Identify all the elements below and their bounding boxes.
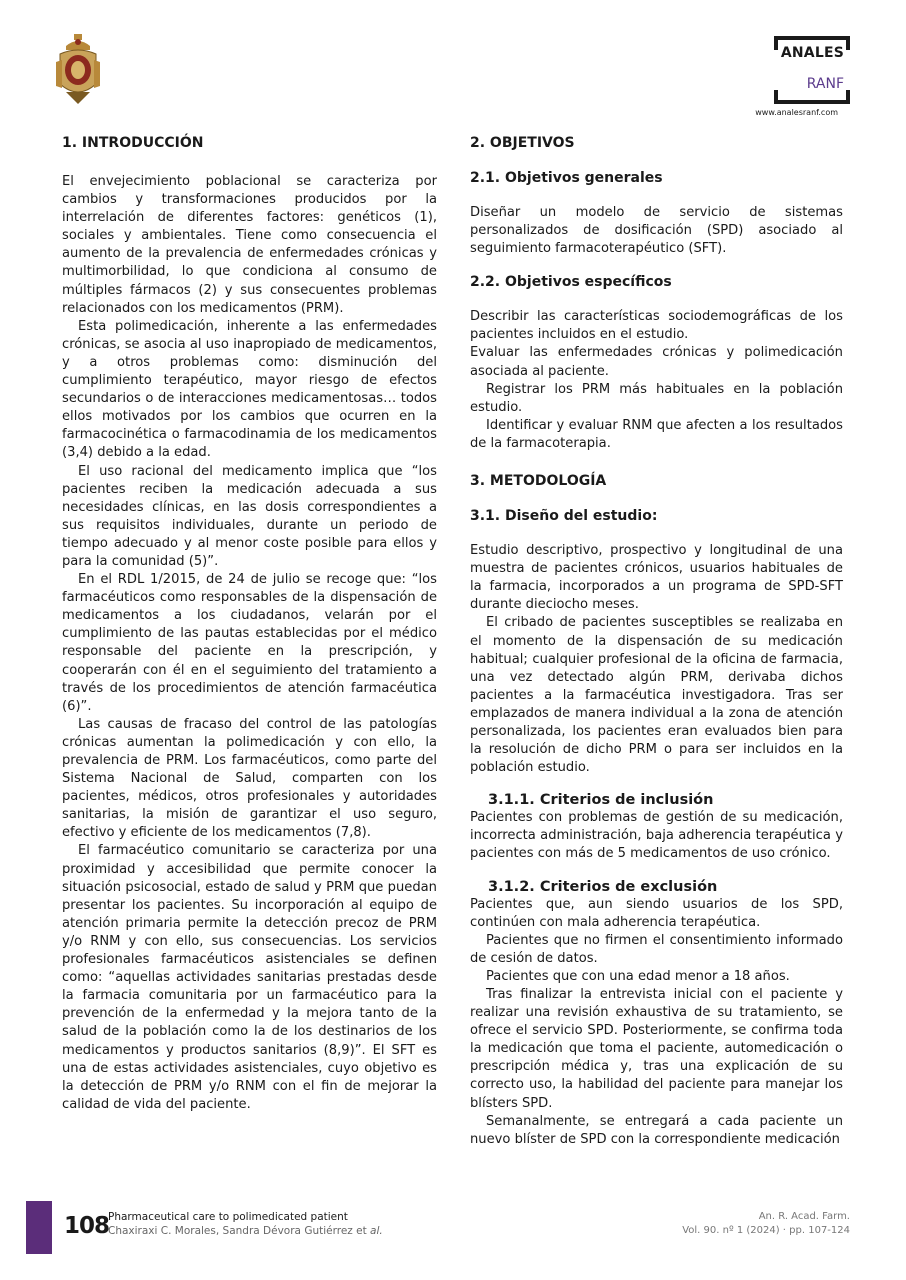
paragraph: Esta polimedicación, inherente a las enfermedades crónicas, se asocia al uso inapropiado de medicamentos, y a otros problemas como: disminución del cumplimiento terapéutico, mayor riesgo de efectos secundarios o de interacciones medicamentosas… todos ellos motivados por los cambios que ocurren en la farmacocinética o farmacodinamia de los medicamentos (3,4) debido a la edad. xyxy=(62,318,437,461)
page-number: 108 xyxy=(64,1213,110,1239)
brand-frame-bottom xyxy=(774,90,850,104)
heading-introduccion: 1. INTRODUCCIÓN xyxy=(62,135,204,151)
paragraph: Pacientes que con una edad menor a 18 años. xyxy=(486,968,790,984)
heading-metodologia: 3. METODOLOGÍA xyxy=(470,473,607,490)
heading-criterios-inclusion: 3.1.1. Criterios de inclusión xyxy=(488,792,714,809)
paragraph: Semanalmente, se entregará a cada paciente un nuevo blíster de SPD con la correspondiente medicación xyxy=(470,1113,843,1147)
journal-name: An. R. Acad. Farm. xyxy=(758,1211,850,1222)
paragraph: Tras finalizar la entrevista inicial con el paciente y realizar una revisión exhaustiva de su tratamiento, se ofrece el servicio SPD. Posteriormente, se confirma toda la medicación que toma el paciente, automedicación o prescripción médica y, tras una explicación de su correcto uso, la habilidad del paciente para manejar los blísters SPD. xyxy=(470,987,843,1111)
paragraph: El cribado de pacientes susceptibles se realizaba en el momento de la dispensación de su medicación habitual; cualquier profesional de la oficina de farmacia, una vez detectado algún PRM, derivaba dichos pacientes a la farmacéutica investigadora. Tras ser emplazados de manera individual a la zona de atención personalizada, los pacientes eran evaluados bien para la resolución de dicho PRM o para ser incluidos en la población estudio. xyxy=(470,615,843,776)
paragraph: Las causas de fracaso del control de las patologías crónicas aumentan la polimedicación y con ello, la prevalencia de PRM. Los farmacéuticos, como parte del Sistema Nacional de Salud, comparten con los pacientes, médicos, otros profesionales y autoridades sanitarias, la misión de garantizar el uso seguro, efectivo y eficiente de los medicamentos (7,8). xyxy=(62,716,437,841)
authors-al: al. xyxy=(370,1225,383,1237)
running-authors xyxy=(108,1225,383,1237)
paragraph: El uso racional del medicamento implica que “los pacientes reciben la medicación adecuada a sus necesidades clínicas, en las dosis correspondientes a sus requisitos individuales, durante un periodo de tiempo adecuado y al menor coste posible para ellos y para la comunidad (5)”. xyxy=(62,463,437,569)
paragraph: Identificar y evaluar RNM que afecten a los resultados de la farmacoterapia. xyxy=(470,417,843,451)
heading-objetivos-generales: 2.1. Objetivos generales xyxy=(470,170,663,186)
paragraph: Registrar los PRM más habituales en la población estudio. xyxy=(470,381,843,415)
right-column xyxy=(470,130,843,1149)
paragraph: Describir las características sociodemográficas de los pacientes incluidos en el estudio. xyxy=(470,309,843,343)
paragraph: Diseñar un modelo de servicio de sistemas personalizados de dosificación (SPD) asociado al seguimiento farmacoterapéutico (SFT). xyxy=(470,205,843,257)
paragraph: El farmacéutico comunitario se caracteriza por una proximidad y accesibilidad que permite conocer la situación psicosocial, estado de salud y PRM que puedan presentar los pacientes. Su incorporación al equipo de atención primaria permite la detección precoz de PRM y/o RNM y con ello, sus consecuencias. Los servicios profesionales farmacéuticos asistenciales se definen como: “aquellas actividades sanitarias prestadas desde la farmacia comunitaria por un farmacéutico para la prevención de la enfermedad y la mejora tanto de la salud de la población como la de los destinarios de los medicamentos y productos sanitarios (8,9)”. El SFT es una de estas actividades asistenciales, cuyo objetivo es la detección de PRM y/o RNM con el fin de mejorar la calidad de vida del paciente. xyxy=(62,843,437,1112)
paragraph: Estudio descriptivo, prospectivo y longitudinal de una muestra de pacientes crónicos, usuarios habituales de la farmacia, incorporados a un programa de SPD-SFT durante dieciocho meses. xyxy=(470,543,843,613)
paragraph: Pacientes que no firmen el consentimiento informado de cesión de datos. xyxy=(470,932,843,966)
heading-objetivos-especificos: 2.2. Objetivos específicos xyxy=(470,274,672,291)
journal-brand xyxy=(740,36,852,118)
brand-subtitle: RANF xyxy=(806,76,844,92)
heading-criterios-exclusion: 3.1.2. Criterios de exclusión xyxy=(488,878,718,895)
footer-accent-bar xyxy=(26,1201,52,1254)
crest-logo xyxy=(52,32,104,106)
paragraph: Pacientes que, aun siendo usuarios de los SPD, continúen con mala adherencia terapéutica. xyxy=(470,896,843,930)
paragraph: Pacientes con problemas de gestión de su medicación, incorrecta administración, baja adherencia terapéutica y pacientes con más de 5 medicamentos de uso crónico. xyxy=(470,810,843,862)
brand-title: ANALES xyxy=(780,45,844,61)
journal-volume: Vol. 90. nº 1 (2024) · pp. 107-124 xyxy=(682,1225,850,1236)
heading-diseno-estudio: 3.1. Diseño del estudio: xyxy=(470,508,658,525)
left-column xyxy=(62,130,437,1114)
paragraph: El envejecimiento poblacional se caracteriza por cambios y transformaciones producidos por la interrelación de diferentes factores: genéticos (1), sociales y ambientales. Tiene como consecuencia el aumento de la prevalencia de enfermedades crónicas y multimorbilidad, lo que condiciona al consumo de múltiples fármacos (2) y sus consecuentes problemas relacionados con los medicamentos (PRM). xyxy=(62,174,437,316)
running-title: Pharmaceutical care to polimedicated patient xyxy=(108,1211,348,1223)
paragraph: En el RDL 1/2015, de 24 de julio se recoge que: “los farmacéuticos como responsables de la dispensación de medicamentos a los ciudadanos, velarán por el cumplimiento de las pautas establecidas por el médico responsable del paciente en la prescripción, y cooperarán con él en el seguimiento del tratamiento a través de los procedimientos de atención farmacéutica (6)”. xyxy=(62,572,437,714)
heading-objetivos: 2. OBJETIVOS xyxy=(470,135,575,151)
website-link[interactable]: www.analesranf.com xyxy=(755,108,838,117)
authors-text: Chaxiraxi C. Morales, Sandra Dévora Gutiérrez et xyxy=(108,1225,371,1237)
paragraph: Evaluar las enfermedades crónicas y polimedicación asociada al paciente. xyxy=(470,345,843,379)
